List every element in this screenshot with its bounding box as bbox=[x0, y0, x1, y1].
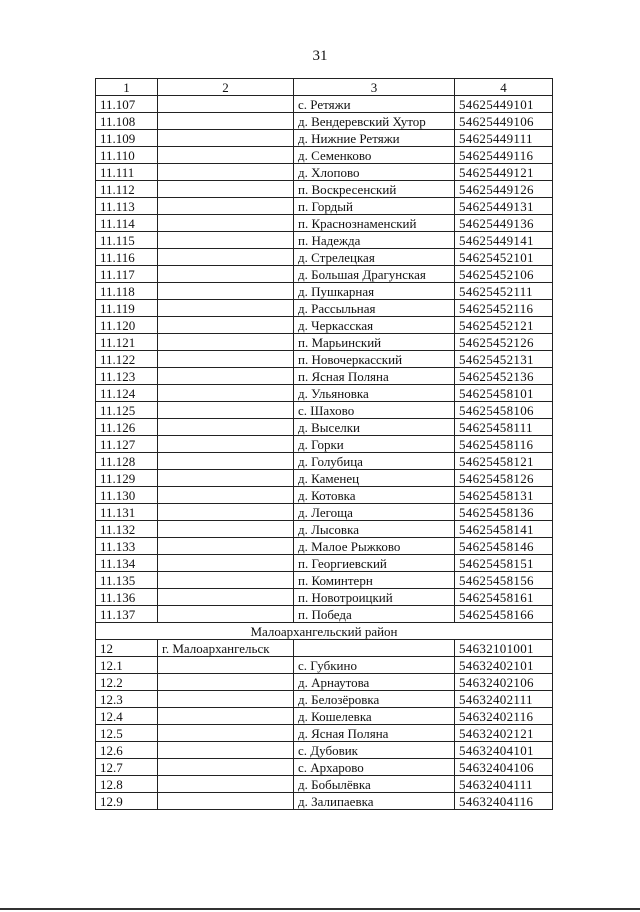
oktmo-code-cell: 54625449101 bbox=[455, 96, 553, 113]
table-row bbox=[96, 249, 553, 266]
row-number-cell: 12.9 bbox=[96, 793, 158, 810]
row-number-cell: 11.133 bbox=[96, 538, 158, 555]
row-number-cell: 11.137 bbox=[96, 606, 158, 623]
settlement-name-cell: д. Черкасская bbox=[294, 317, 455, 334]
oktmo-code-cell: 54625452111 bbox=[455, 283, 553, 300]
row-number-cell: 11.113 bbox=[96, 198, 158, 215]
oktmo-code-cell: 54625449126 bbox=[455, 181, 553, 198]
municipality-cell bbox=[158, 368, 294, 385]
table-row bbox=[96, 113, 553, 130]
municipality-cell bbox=[158, 504, 294, 521]
municipality-cell bbox=[158, 351, 294, 368]
table-row bbox=[96, 96, 553, 113]
header-cell: 2 bbox=[158, 79, 294, 96]
settlement-name-cell: п. Коминтерн bbox=[294, 572, 455, 589]
oktmo-code-cell: 54625452131 bbox=[455, 351, 553, 368]
row-number-cell: 11.108 bbox=[96, 113, 158, 130]
municipality-cell bbox=[158, 572, 294, 589]
oktmo-code-cell: 54625458111 bbox=[455, 419, 553, 436]
row-number-cell: 11.129 bbox=[96, 470, 158, 487]
municipality-cell bbox=[158, 334, 294, 351]
oktmo-code-cell: 54625458131 bbox=[455, 487, 553, 504]
row-number-cell: 11.126 bbox=[96, 419, 158, 436]
row-number-cell: 11.136 bbox=[96, 589, 158, 606]
oktmo-code-cell: 54625458141 bbox=[455, 521, 553, 538]
row-number-cell: 11.112 bbox=[96, 181, 158, 198]
row-number-cell: 12.4 bbox=[96, 708, 158, 725]
table-row bbox=[96, 368, 553, 385]
row-number-cell: 11.114 bbox=[96, 215, 158, 232]
table-row bbox=[96, 164, 553, 181]
page-bottom-edge bbox=[0, 908, 640, 910]
table-row bbox=[96, 232, 553, 249]
row-number-cell: 11.110 bbox=[96, 147, 158, 164]
oktmo-code-cell: 54625452101 bbox=[455, 249, 553, 266]
municipality-cell bbox=[158, 181, 294, 198]
municipality-cell bbox=[158, 266, 294, 283]
table-row bbox=[96, 436, 553, 453]
settlement-name-cell: п. Победа bbox=[294, 606, 455, 623]
settlement-name-cell: д. Пушкарная bbox=[294, 283, 455, 300]
oktmo-code-cell: 54625452116 bbox=[455, 300, 553, 317]
settlement-name-cell: д. Ясная Поляна bbox=[294, 725, 455, 742]
oktmo-code-cell: 54632101001 bbox=[455, 640, 553, 657]
settlement-name-cell: д. Вендеревский Хутор bbox=[294, 113, 455, 130]
settlement-name-cell: д. Горки bbox=[294, 436, 455, 453]
municipality-cell bbox=[158, 793, 294, 810]
settlement-name-cell: д. Белозёровка bbox=[294, 691, 455, 708]
municipality-cell bbox=[158, 538, 294, 555]
table-row bbox=[96, 453, 553, 470]
municipality-cell bbox=[158, 487, 294, 504]
row-number-cell: 11.123 bbox=[96, 368, 158, 385]
table-row bbox=[96, 776, 553, 793]
row-number-cell: 12.3 bbox=[96, 691, 158, 708]
municipality-cell bbox=[158, 606, 294, 623]
table-row bbox=[96, 181, 553, 198]
oktmo-code-cell: 54625449136 bbox=[455, 215, 553, 232]
table-row bbox=[96, 674, 553, 691]
municipality-cell bbox=[158, 453, 294, 470]
row-number-cell: 11.130 bbox=[96, 487, 158, 504]
oktmo-code-cell: 54625458151 bbox=[455, 555, 553, 572]
municipality-cell bbox=[158, 147, 294, 164]
row-number-cell: 12.6 bbox=[96, 742, 158, 759]
row-number-cell: 11.120 bbox=[96, 317, 158, 334]
district-title: Малоархангельский район bbox=[96, 623, 553, 640]
municipality-cell bbox=[158, 691, 294, 708]
municipality-cell bbox=[158, 283, 294, 300]
municipality-cell bbox=[158, 742, 294, 759]
row-number-cell: 11.134 bbox=[96, 555, 158, 572]
settlement-name-cell: п. Ясная Поляна bbox=[294, 368, 455, 385]
municipality-cell bbox=[158, 164, 294, 181]
oktmo-code-cell: 54632402121 bbox=[455, 725, 553, 742]
settlement-name-cell: д. Каменец bbox=[294, 470, 455, 487]
row-number-cell: 11.132 bbox=[96, 521, 158, 538]
row-number-cell: 11.116 bbox=[96, 249, 158, 266]
table-row bbox=[96, 351, 553, 368]
table-row bbox=[96, 640, 553, 657]
municipality-cell bbox=[158, 725, 294, 742]
table-row bbox=[96, 793, 553, 810]
table-row bbox=[96, 504, 553, 521]
row-number-cell: 12.1 bbox=[96, 657, 158, 674]
table-row bbox=[96, 606, 553, 623]
municipality-cell bbox=[158, 419, 294, 436]
row-number-cell: 11.111 bbox=[96, 164, 158, 181]
settlement-name-cell: д. Котовка bbox=[294, 487, 455, 504]
table-row bbox=[96, 657, 553, 674]
table-row bbox=[96, 385, 553, 402]
settlement-name-cell bbox=[294, 640, 455, 657]
settlement-name-cell: д. Большая Драгунская bbox=[294, 266, 455, 283]
municipality-cell bbox=[158, 657, 294, 674]
oktmo-code-cell: 54625458156 bbox=[455, 572, 553, 589]
municipality-cell bbox=[158, 776, 294, 793]
row-number-cell: 11.119 bbox=[96, 300, 158, 317]
oktmo-code-cell: 54625458121 bbox=[455, 453, 553, 470]
municipality-cell bbox=[158, 674, 294, 691]
municipality-cell bbox=[158, 385, 294, 402]
settlement-name-cell: д. Арнаутова bbox=[294, 674, 455, 691]
municipality-cell bbox=[158, 402, 294, 419]
oktmo-code-cell: 54625458166 bbox=[455, 606, 553, 623]
table-row bbox=[96, 147, 553, 164]
settlement-name-cell: д. Ульяновка bbox=[294, 385, 455, 402]
table-row bbox=[96, 759, 553, 776]
row-number-cell: 11.121 bbox=[96, 334, 158, 351]
oktmo-code-cell: 54632402106 bbox=[455, 674, 553, 691]
settlement-name-cell: д. Легоща bbox=[294, 504, 455, 521]
oktmo-code-cell: 54625449111 bbox=[455, 130, 553, 147]
oktmo-code-cell: 54632404111 bbox=[455, 776, 553, 793]
municipality-cell bbox=[158, 470, 294, 487]
oktmo-code-cell: 54632404116 bbox=[455, 793, 553, 810]
row-number-cell: 11.125 bbox=[96, 402, 158, 419]
table-row bbox=[96, 334, 553, 351]
municipality-cell bbox=[158, 759, 294, 776]
settlement-name-cell: д. Малое Рыжково bbox=[294, 538, 455, 555]
settlement-name-cell: с. Шахово bbox=[294, 402, 455, 419]
municipality-cell bbox=[158, 300, 294, 317]
settlement-name-cell: с. Ретяжи bbox=[294, 96, 455, 113]
municipality-cell bbox=[158, 198, 294, 215]
oktmo-code-cell: 54632402116 bbox=[455, 708, 553, 725]
settlements-table bbox=[95, 78, 553, 810]
municipality-cell bbox=[158, 436, 294, 453]
oktmo-code-cell: 54625449141 bbox=[455, 232, 553, 249]
district-section-row bbox=[96, 623, 553, 640]
row-number-cell: 11.128 bbox=[96, 453, 158, 470]
row-number-cell: 11.131 bbox=[96, 504, 158, 521]
settlement-name-cell: п. Марьинский bbox=[294, 334, 455, 351]
settlement-name-cell: д. Кошелевка bbox=[294, 708, 455, 725]
settlements-table-body bbox=[96, 79, 553, 810]
oktmo-code-cell: 54632402111 bbox=[455, 691, 553, 708]
row-number-cell: 11.107 bbox=[96, 96, 158, 113]
page-number: 31 bbox=[312, 48, 328, 64]
header-cell: 3 bbox=[294, 79, 455, 96]
table-row bbox=[96, 317, 553, 334]
municipality-cell bbox=[158, 215, 294, 232]
table-row bbox=[96, 691, 553, 708]
oktmo-code-cell: 54625452106 bbox=[455, 266, 553, 283]
row-number-cell: 11.135 bbox=[96, 572, 158, 589]
municipality-cell bbox=[158, 232, 294, 249]
table-row bbox=[96, 419, 553, 436]
oktmo-code-cell: 54625449121 bbox=[455, 164, 553, 181]
row-number-cell: 12.2 bbox=[96, 674, 158, 691]
municipality-cell bbox=[158, 113, 294, 130]
municipality-cell bbox=[158, 96, 294, 113]
row-number-cell: 11.124 bbox=[96, 385, 158, 402]
municipality-cell bbox=[158, 130, 294, 147]
settlement-name-cell: п. Надежда bbox=[294, 232, 455, 249]
settlement-name-cell: д. Стрелецкая bbox=[294, 249, 455, 266]
table-row bbox=[96, 742, 553, 759]
municipality-cell: г. Малоархангельск bbox=[158, 640, 294, 657]
municipality-cell bbox=[158, 708, 294, 725]
municipality-cell bbox=[158, 589, 294, 606]
settlement-name-cell: д. Залипаевка bbox=[294, 793, 455, 810]
oktmo-code-cell: 54625458116 bbox=[455, 436, 553, 453]
settlement-name-cell: п. Георгиевский bbox=[294, 555, 455, 572]
settlement-name-cell: д. Бобылёвка bbox=[294, 776, 455, 793]
table-row bbox=[96, 521, 553, 538]
settlement-name-cell: с. Дубовик bbox=[294, 742, 455, 759]
settlement-name-cell: д. Рассыльная bbox=[294, 300, 455, 317]
table-row bbox=[96, 538, 553, 555]
row-number-cell: 12.5 bbox=[96, 725, 158, 742]
table-row bbox=[96, 300, 553, 317]
table-row bbox=[96, 708, 553, 725]
table-row bbox=[96, 589, 553, 606]
settlement-name-cell: п. Воскресенский bbox=[294, 181, 455, 198]
settlement-name-cell: д. Хлопово bbox=[294, 164, 455, 181]
table-row bbox=[96, 725, 553, 742]
row-number-cell: 11.117 bbox=[96, 266, 158, 283]
table-row bbox=[96, 130, 553, 147]
oktmo-code-cell: 54625458101 bbox=[455, 385, 553, 402]
oktmo-code-cell: 54625458126 bbox=[455, 470, 553, 487]
table-row bbox=[96, 198, 553, 215]
settlement-name-cell: п. Новотроицкий bbox=[294, 589, 455, 606]
oktmo-code-cell: 54625449131 bbox=[455, 198, 553, 215]
municipality-cell bbox=[158, 317, 294, 334]
oktmo-code-cell: 54625452126 bbox=[455, 334, 553, 351]
settlement-name-cell: д. Нижние Ретяжи bbox=[294, 130, 455, 147]
oktmo-code-cell: 54625452136 bbox=[455, 368, 553, 385]
settlement-name-cell: д. Семенково bbox=[294, 147, 455, 164]
row-number-cell: 11.115 bbox=[96, 232, 158, 249]
oktmo-code-cell: 54625458161 bbox=[455, 589, 553, 606]
table-row bbox=[96, 215, 553, 232]
table-row bbox=[96, 470, 553, 487]
table-row bbox=[96, 555, 553, 572]
municipality-cell bbox=[158, 555, 294, 572]
municipality-cell bbox=[158, 249, 294, 266]
row-number-cell: 11.109 bbox=[96, 130, 158, 147]
row-number-cell: 11.122 bbox=[96, 351, 158, 368]
oktmo-code-cell: 54632404101 bbox=[455, 742, 553, 759]
table-row bbox=[96, 266, 553, 283]
header-cell: 1 bbox=[96, 79, 158, 96]
settlement-name-cell: с. Архарово bbox=[294, 759, 455, 776]
settlement-name-cell: д. Выселки bbox=[294, 419, 455, 436]
settlement-name-cell: д. Голубица bbox=[294, 453, 455, 470]
row-number-cell: 11.118 bbox=[96, 283, 158, 300]
row-number-cell: 12.8 bbox=[96, 776, 158, 793]
settlement-name-cell: п. Гордый bbox=[294, 198, 455, 215]
settlement-name-cell: д. Лысовка bbox=[294, 521, 455, 538]
oktmo-code-cell: 54625452121 bbox=[455, 317, 553, 334]
table-row bbox=[96, 402, 553, 419]
oktmo-code-cell: 54625458106 bbox=[455, 402, 553, 419]
header-cell: 4 bbox=[455, 79, 553, 96]
row-number-cell: 12.7 bbox=[96, 759, 158, 776]
row-number-cell: 12 bbox=[96, 640, 158, 657]
row-number-cell: 11.127 bbox=[96, 436, 158, 453]
settlement-name-cell: п. Краснознаменский bbox=[294, 215, 455, 232]
table-header-row bbox=[96, 79, 553, 96]
municipality-cell bbox=[158, 521, 294, 538]
table-row bbox=[96, 283, 553, 300]
oktmo-code-cell: 54632402101 bbox=[455, 657, 553, 674]
settlement-name-cell: п. Новочеркасский bbox=[294, 351, 455, 368]
settlement-name-cell: с. Губкино bbox=[294, 657, 455, 674]
table-row bbox=[96, 572, 553, 589]
oktmo-code-cell: 54632404106 bbox=[455, 759, 553, 776]
oktmo-code-cell: 54625458146 bbox=[455, 538, 553, 555]
table-row bbox=[96, 487, 553, 504]
oktmo-code-cell: 54625449106 bbox=[455, 113, 553, 130]
oktmo-code-cell: 54625449116 bbox=[455, 147, 553, 164]
oktmo-code-cell: 54625458136 bbox=[455, 504, 553, 521]
